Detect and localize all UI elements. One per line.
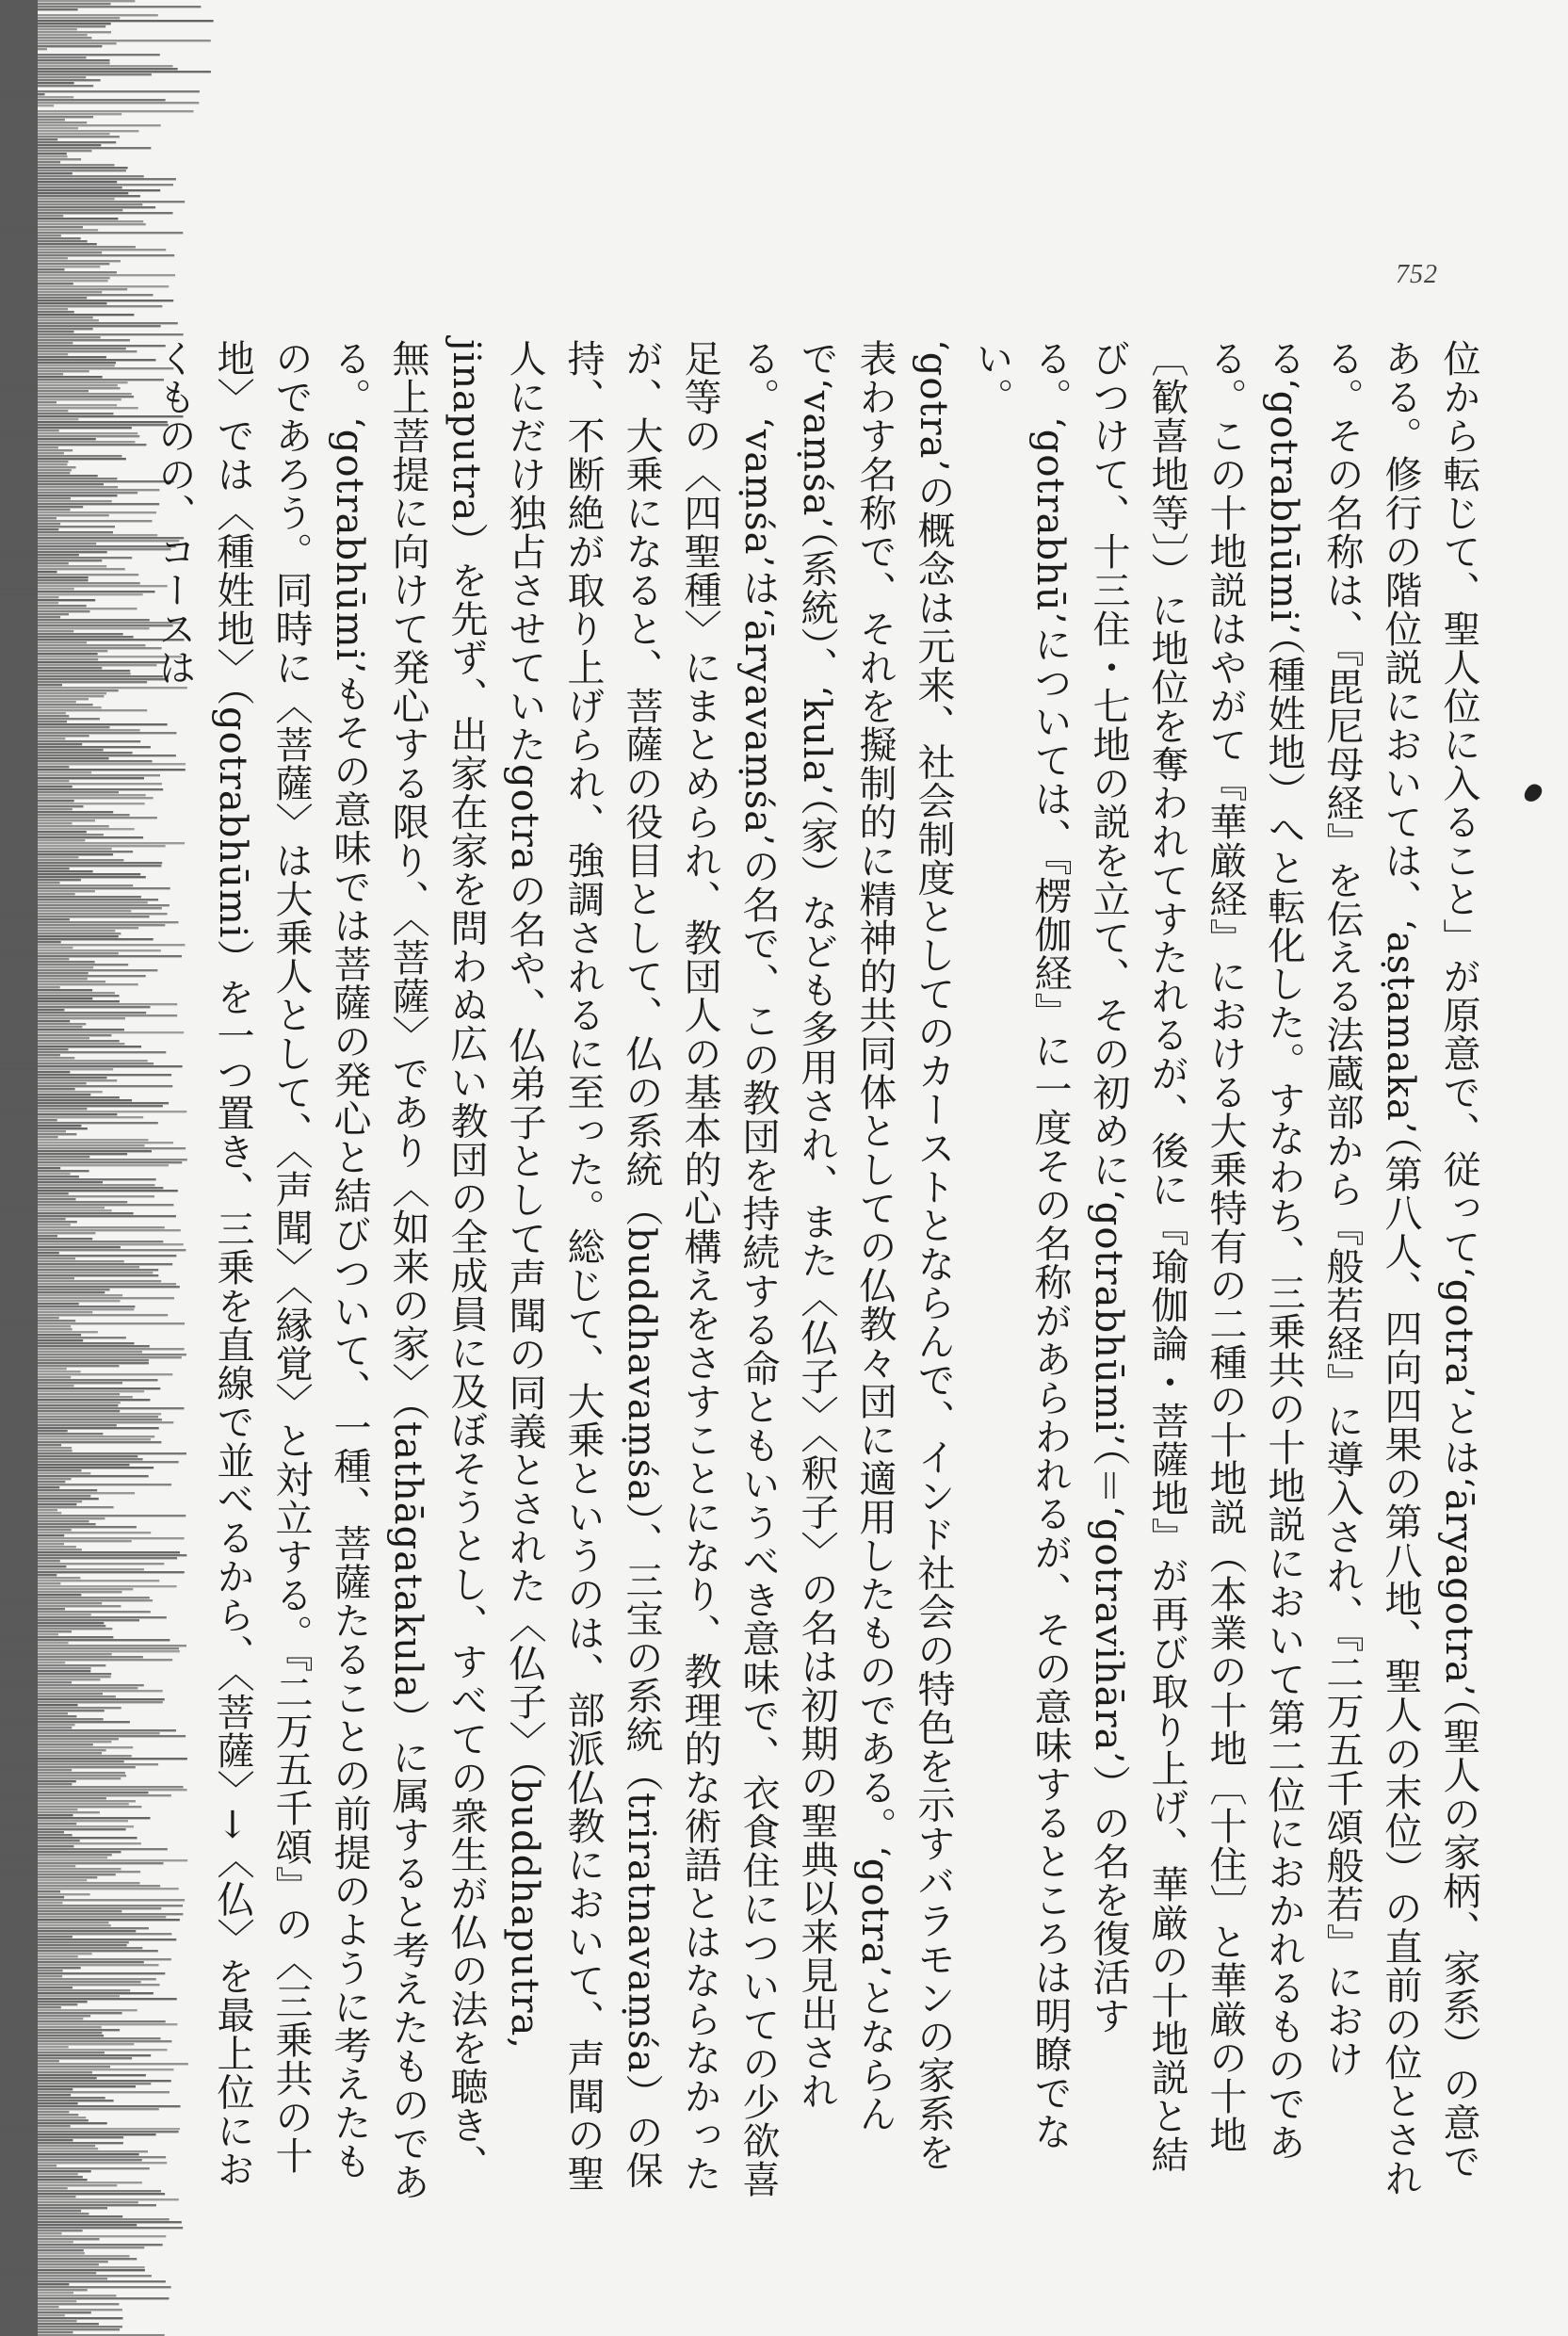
vertical-text-body	[153, 339, 1488, 2204]
paragraph-1: 位から転じて、聖人位に入ること」が原意で、従って‘gotra’とは‘āryagotra’（聖人の家柄、家系）の意である。修行の階位説においては、‘aṣṭamaka’（第八人、四向四果の第八地、聖人の末位）の直前の位とされる。その名称は、『毘尼母経』を伝える法蔵部から『般若経』に導入され、『二万五千頌般若』における‘gotrabhūmi’（種姓地）へと転化した。すなわち、三乗共の十地説において第二位におかれるものである。この十地説はやがて『華厳経』における大乗特有の二種の十地説（本業の十地〔十住〕と華厳の十地〔歓喜地等〕）に地位を奪われてすたれるが、後に『瑜伽論・菩薩地』が再び取り上げ、華厳の十地説と結びつけて、十三住・七地の説を立て、その初めに‘gotrabhūmi’（＝‘gotravihāra’）の名を復活する。‘gotrabhū’については、『楞伽経』に一度その名称があらわれるが、その意味するところは明瞭でない。	[970, 339, 1480, 2198]
ink-speck	[1522, 781, 1544, 804]
paragraph-2: ‘gotra’の概念は元来、社会制度としてのカーストとならんで、インド社会の特色を示すバラモンの家系を表わす名称で、それを擬制的に精神的共同体としての仏教々団に適用したものである。‘gotra’とならんで‘vaṃśa’（系統）、‘kula’（家）なども多用され、また〈仏子〉〈釈子〉の名は初期の聖典以来見出される。‘vaṃśa’は‘āryavaṃśa’の名で、この教団を持続する命ともいうべき意味で、衣食住についての少欲喜足等の〈四聖種〉にまとめられ、教団人の基本的心構えをさすことになり、教理的な術語とはならなかったが、大乗になると、菩薩の役目として、仏の系統（buddhavaṃśa）、三宝の系統（triratnavaṃśa）の保持、不断絶が取り上げられ、強調されるに至った。総じて、大乗というのは、部派仏教において、声聞の聖人にだけ独占させていたgotraの名や、仏弟子として声聞の同義とされた〈仏子〉（buddhaputra, jinaputra）を先ず、出家在家を問わぬ広い教団の全成員に及ぼそうとし、すべての衆生が仏の法を聴き、無上菩提に向けて発心する限り、〈菩薩〉であり〈如来の家〉（tathāgatakula）に属すると考えたものである。‘gotrabhūmi’もその意味では菩薩の発心と結びついて、一種、菩薩たることの前提のように考えたものであろう。同時に〈菩薩〉は大乗人として、〈声聞〉〈縁覚〉と対立する。『二万五千頌』の〈三乗共の十地〉では〈種姓地〉（gotrabhūmi）を一つ置き、三乗を直線で並べるから、〈菩薩〉→〈仏〉を最上位におくものの、コースは	[153, 339, 955, 2201]
page-number: 752	[1396, 260, 1438, 289]
